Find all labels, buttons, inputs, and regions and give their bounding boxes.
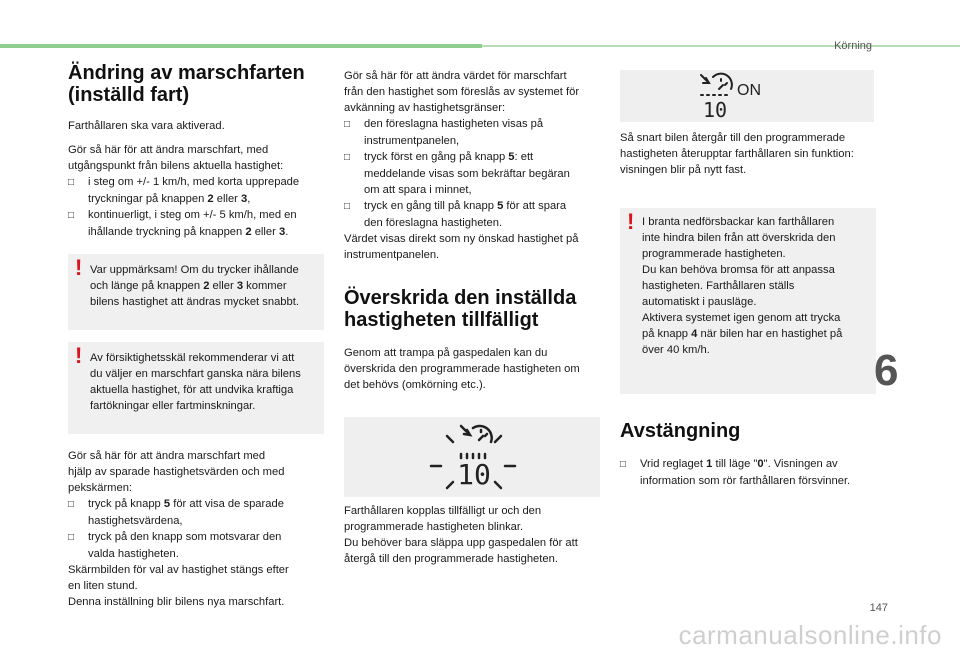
control-number: 1 xyxy=(706,458,713,470)
paragraph xyxy=(68,562,324,594)
text-line: valda hastigheten. xyxy=(88,548,179,560)
text-line: en liten stund. xyxy=(68,580,138,592)
square-bullet-icon: □ xyxy=(344,152,351,163)
square-bullet-icon: □ xyxy=(68,499,75,510)
text-fragment: på knapp xyxy=(642,328,692,340)
text-line: Farthållaren kopplas tillfälligt ur och den xyxy=(344,505,542,517)
cruise-control-gauge-icon xyxy=(417,418,527,496)
column-2 xyxy=(344,68,600,567)
text-line: utgångspunkt från bilens aktuella hastighet: xyxy=(68,160,284,172)
text-line: aktuella hastighet, för att undvika kraftiga xyxy=(90,384,294,396)
text-fragment: eller xyxy=(209,280,237,292)
paragraph xyxy=(344,68,600,116)
page-number: 147 xyxy=(869,602,888,614)
exclamation-icon: ! xyxy=(627,209,635,234)
text-line: återgå till den programmerade hastigheten. xyxy=(344,553,558,565)
text-fragment: : ett xyxy=(514,151,534,163)
text-line: överskrida den programmerade hastigheten om xyxy=(344,363,580,375)
bullet-item xyxy=(68,207,324,240)
text-line: fartökningar eller fartminskningar. xyxy=(90,400,256,412)
text-fragment: för att spara xyxy=(503,200,567,212)
text-line: Aktivera systemet igen genom att trycka xyxy=(642,312,841,324)
warning-text xyxy=(642,214,868,358)
button-number: 3 xyxy=(236,280,244,292)
text-line: Av försiktighetsskäl rekommenderar vi att xyxy=(90,352,295,364)
button-number: 3 xyxy=(241,193,248,205)
paragraph xyxy=(620,130,876,178)
text-fragment: , xyxy=(247,193,251,205)
bullet-item xyxy=(68,529,324,562)
paragraph: Denna inställning blir bilens nya marschfart. xyxy=(68,596,285,608)
text-fragment: till läge " xyxy=(712,458,758,470)
text-line: Var uppmärksam! Om du trycker ihållande xyxy=(90,264,299,276)
square-bullet-icon: □ xyxy=(344,119,351,130)
text-line: du väljer en marschfart ganska nära bilens xyxy=(90,368,301,380)
text-line: den föreslagna hastigheten visas på xyxy=(364,118,544,130)
text-fragment: ". Visningen av xyxy=(763,458,838,470)
paragraph xyxy=(68,142,324,174)
text-fragment: tryck en gång till på knapp xyxy=(364,200,498,212)
warning-box xyxy=(620,208,876,394)
bullet-item xyxy=(344,149,600,198)
text-line: visningen blir på nytt fast. xyxy=(620,164,747,176)
text-line: över 40 km/h. xyxy=(642,344,710,356)
text-line: programmerade hastigheten. xyxy=(642,248,786,260)
text-line: kontinuerligt, i steg om +/- 5 km/h, med en xyxy=(88,209,297,221)
bullet-item xyxy=(344,198,600,231)
text-line: den föreslagna hastigheten. xyxy=(364,217,503,229)
square-bullet-icon: □ xyxy=(68,532,75,543)
text-fragment: tryck på knapp xyxy=(88,498,164,510)
text-line: och länge på knappen xyxy=(90,280,204,292)
square-bullet-icon: □ xyxy=(344,201,351,212)
heading-change-speed xyxy=(68,62,324,106)
position-number: 0 xyxy=(757,458,764,470)
button-number: 4 xyxy=(691,328,698,340)
text-fragment: Vrid reglaget xyxy=(640,458,707,470)
header-accent-bar xyxy=(0,44,482,48)
bullet-item xyxy=(68,496,324,529)
chapter-tab-number: 6 xyxy=(874,346,899,395)
cruise-control-gauge-icon xyxy=(697,71,797,121)
text-line: om att spara i minnet, xyxy=(364,184,472,196)
text-line: ihållande tryckning på knappen xyxy=(88,226,246,238)
cruise-display-on-figure xyxy=(620,70,874,122)
text-line: inte hindra bilen från att överskrida den xyxy=(642,232,836,244)
exclamation-icon: ! xyxy=(75,343,83,368)
paragraph xyxy=(344,231,600,263)
heading-line-2: (inställd fart) xyxy=(68,84,190,106)
square-bullet-icon: □ xyxy=(68,177,75,188)
button-number: 2 xyxy=(207,193,214,205)
exclamation-icon: ! xyxy=(75,255,83,280)
heading-line-1: Ändring av marschfarten xyxy=(68,62,305,84)
text-line: Gör så här för att ändra värdet för marschfart xyxy=(344,70,567,82)
text-line: automatiskt i pausläge. xyxy=(642,296,757,308)
button-number: 3 xyxy=(278,226,286,238)
heading-switch-off: Avstängning xyxy=(620,420,741,442)
text-fragment: när bilen har en hastighet på xyxy=(697,328,843,340)
column-3 xyxy=(620,70,876,489)
warning-text xyxy=(90,262,316,310)
text-line: hastigheten återupptar farthållaren sin funktion: xyxy=(620,148,854,160)
text-line: bilens hastighet att ändras mycket snabbt. xyxy=(90,296,299,308)
text-fragment: eller xyxy=(213,193,242,205)
text-fragment: för att visa de sparade xyxy=(170,498,284,510)
paragraph: Farthållaren ska vara aktiverad. xyxy=(68,120,225,132)
text-line: meddelande visas som bekräftar begäran xyxy=(364,168,570,180)
watermark: carmanualsonline.info xyxy=(678,620,942,650)
square-bullet-icon: □ xyxy=(620,459,627,470)
text-line: Så snart bilen återgår till den programmerade xyxy=(620,132,846,144)
text-line: Skärmbilden för val av hastighet stängs efter xyxy=(68,564,289,576)
text-fragment: kommer xyxy=(243,280,287,292)
text-line: Du behöver bara släppa upp gaspedalen för att xyxy=(344,537,578,549)
cruise-display-blinking-figure xyxy=(344,417,600,497)
text-line: instrumentpanelen, xyxy=(364,135,460,147)
text-line: hjälp av sparade hastighetsvärden och med xyxy=(68,466,285,478)
text-line: avkänning av hastighetsgränser: xyxy=(344,102,506,114)
text-line: från den hastighet som föreslås av systemet för xyxy=(344,86,580,98)
text-line: I branta nedförsbackar kan farthållaren xyxy=(642,216,835,228)
paragraph xyxy=(344,503,600,567)
button-number: 2 xyxy=(245,226,252,238)
speed-value: 10 xyxy=(702,98,728,121)
bullet-item xyxy=(620,456,876,489)
paragraph xyxy=(68,448,324,496)
text-line: Du kan behöva bromsa för att anpassa xyxy=(642,264,835,276)
text-line: Värdet visas direkt som ny önskad hastighet på xyxy=(344,233,579,245)
text-line: pekskärmen: xyxy=(68,482,133,494)
bullet-item xyxy=(344,116,600,149)
text-line: Genom att trampa på gaspedalen kan du xyxy=(344,347,548,359)
column-1 xyxy=(68,62,324,610)
text-line: Gör så här för att ändra marschfart med xyxy=(68,450,266,462)
speed-value: 10 xyxy=(457,458,491,491)
paragraph xyxy=(344,345,600,393)
text-line: hastighetsvärdena, xyxy=(88,515,183,527)
section-title: Körning xyxy=(834,40,872,52)
cruise-status: ON xyxy=(737,82,761,99)
heading-line-1: Överskrida den inställda xyxy=(344,287,577,309)
text-line: tryckningar på knappen xyxy=(88,193,208,205)
text-line: programmerade hastigheten blinkar. xyxy=(344,521,524,533)
button-number: 5 xyxy=(497,200,504,212)
button-number: 5 xyxy=(163,498,171,510)
text-fragment: eller xyxy=(251,226,279,238)
bullet-item xyxy=(68,174,324,207)
text-line: Gör så här för att ändra marschfart, med xyxy=(68,144,269,156)
text-line: i steg om +/- 1 km/h, med korta upprepade xyxy=(88,176,300,188)
warning-box xyxy=(68,342,324,434)
text-fragment: . xyxy=(285,226,289,238)
square-bullet-icon: □ xyxy=(68,210,75,221)
text-line: det behövs (omkörning etc.). xyxy=(344,379,486,391)
header-rule xyxy=(482,45,960,47)
button-number: 2 xyxy=(203,280,210,292)
warning-box xyxy=(68,254,324,330)
text-line: information som rör farthållaren försvinner. xyxy=(640,475,851,487)
button-number: 5 xyxy=(508,151,515,163)
warning-text xyxy=(90,350,316,414)
heading-line-2: hastigheten tillfälligt xyxy=(344,309,539,331)
heading-override-speed xyxy=(344,287,600,331)
text-fragment: tryck först en gång på knapp xyxy=(364,151,509,163)
text-line: instrumentpanelen. xyxy=(344,249,440,261)
text-line: tryck på den knapp som motsvarar den xyxy=(88,531,282,543)
text-line: hastigheten. Farthållaren ställs xyxy=(642,280,795,292)
